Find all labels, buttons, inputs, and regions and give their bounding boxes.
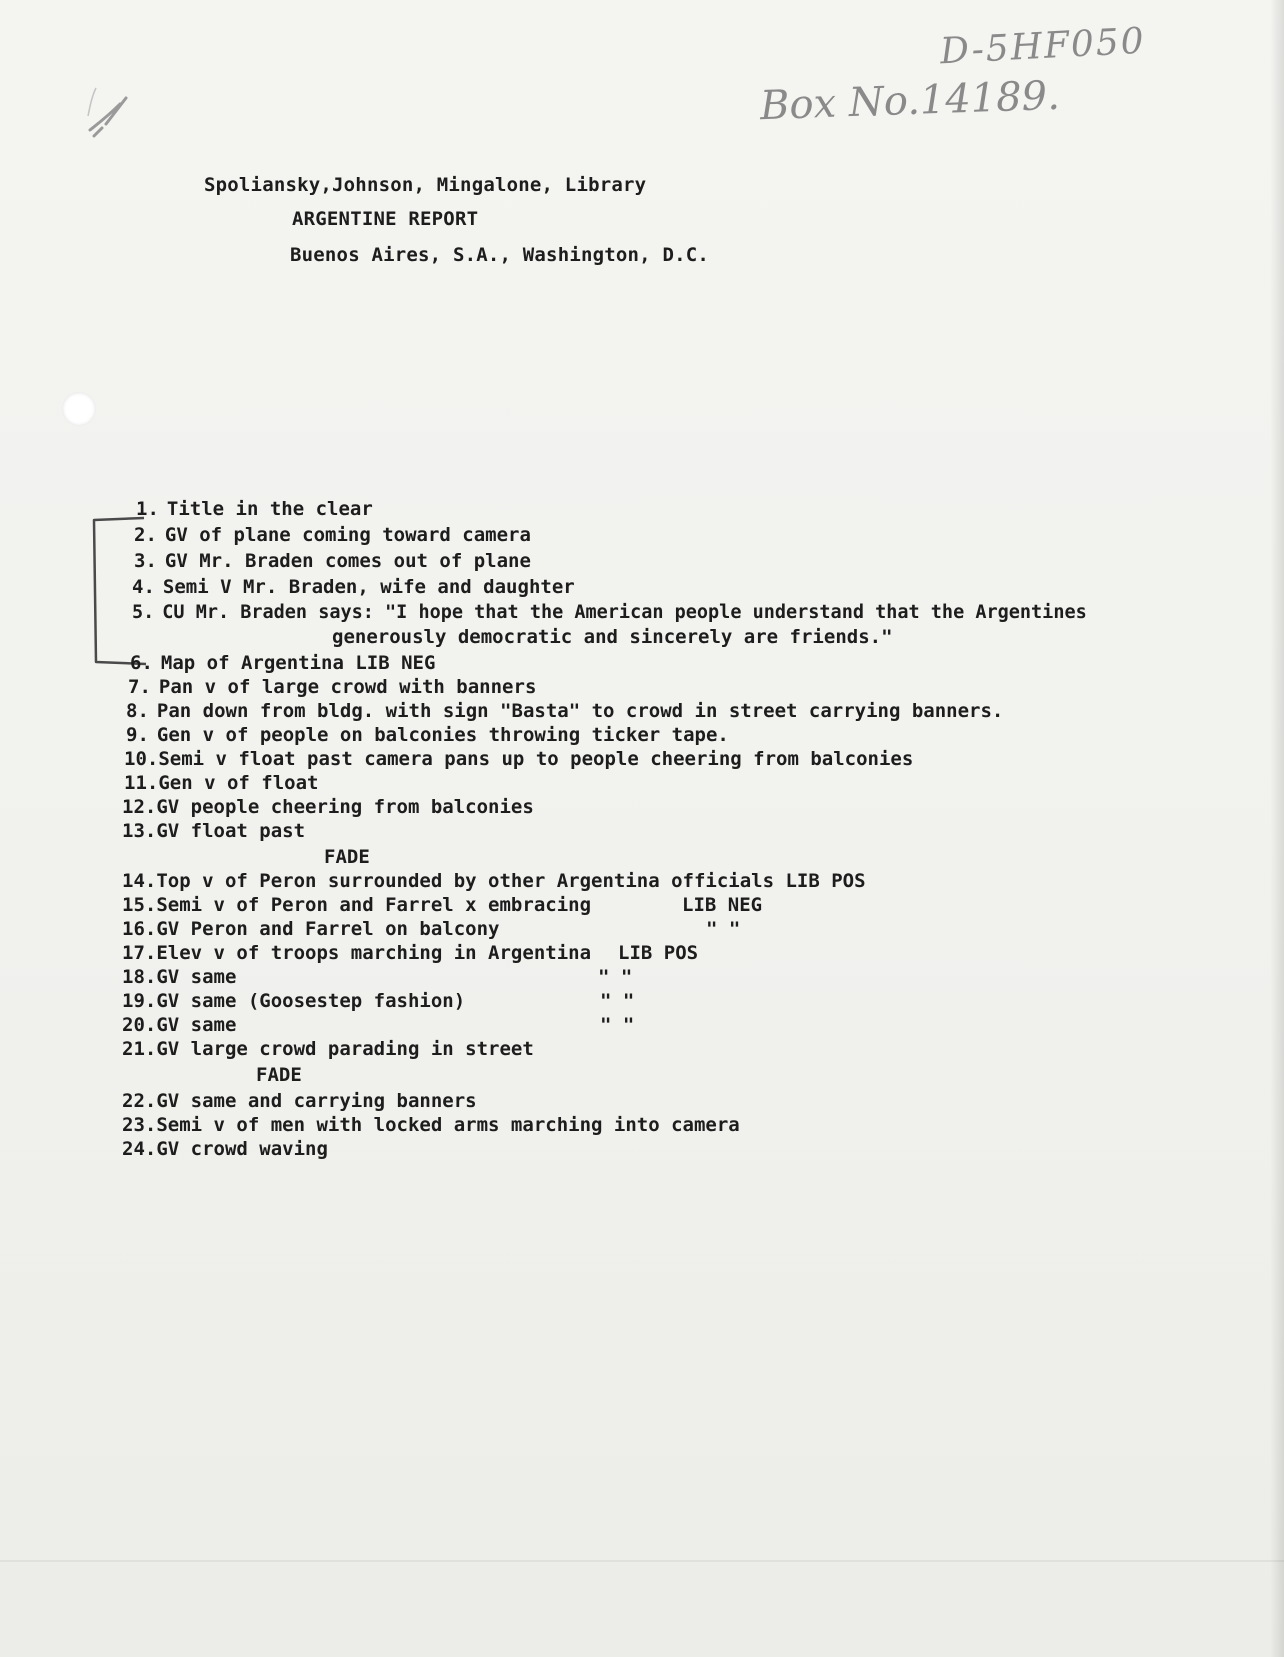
shot-description: GV crowd waving: [156, 1138, 328, 1160]
shot-item: [122, 942, 699, 964]
footage-tag: " ": [598, 966, 633, 988]
shot-description: GV Peron and Farrel on balcony: [156, 918, 500, 940]
shot-item: [136, 498, 373, 520]
shot-description: Semi v of Peron and Farrel x embracing: [156, 894, 592, 916]
shot-description: GV same: [156, 966, 237, 988]
shot-number: 11.: [124, 772, 159, 794]
shot-item: [122, 1014, 635, 1036]
pencil-mark: [86, 86, 146, 146]
shot-number: 22.: [122, 1090, 157, 1112]
shot-item: [122, 796, 534, 818]
document-title: ARGENTINE REPORT: [292, 208, 479, 230]
shot-number: 4.: [132, 576, 155, 598]
page-edge-shadow: [1270, 0, 1284, 1657]
shot-description: GV same and carrying banners: [156, 1090, 477, 1112]
shot-item: [134, 550, 531, 572]
shot-number: 15.: [122, 894, 157, 916]
shot-number: 18.: [122, 966, 157, 988]
shot-description: Gen v of float: [158, 772, 319, 794]
footage-tag: " ": [706, 918, 741, 940]
footage-tag: " ": [600, 1014, 635, 1036]
shot-item: [130, 652, 435, 674]
shot-number: 23.: [122, 1114, 157, 1136]
shot-number: 17.: [122, 942, 157, 964]
shot-number: 8.: [126, 700, 149, 722]
shot-item: [122, 1038, 534, 1060]
hole-punch: [62, 392, 96, 426]
shot-item: [122, 870, 866, 892]
shot-description: GV of plane coming toward camera: [164, 524, 531, 546]
shot-description: GV large crowd parading in street: [156, 1038, 534, 1060]
footage-tag: LIB NEG: [682, 894, 763, 916]
shot-description: Elev v of troops marching in Argentina: [156, 942, 592, 964]
shot-item: [122, 1090, 477, 1112]
shot-number: 21.: [122, 1038, 157, 1060]
shot-item: [124, 772, 318, 794]
shot-number: 20.: [122, 1014, 157, 1036]
shot-description: Title in the clear: [166, 498, 373, 520]
shot-number: 5.: [132, 602, 155, 623]
shot-description: Top v of Peron surrounded by other Argentina officials LIB POS: [156, 870, 866, 892]
shot-number: 10.: [124, 748, 159, 770]
shot-description: GV Mr. Braden comes out of plane: [164, 550, 531, 572]
shot-item: [124, 748, 913, 770]
shot-description: Semi v float past camera pans up to people cheering from balconies: [158, 748, 914, 770]
shot-number: 16.: [122, 918, 157, 940]
shot-description: GV same: [156, 1014, 237, 1036]
shot-item: [122, 1138, 328, 1160]
shot-description: GV same (Goosestep fashion): [156, 990, 466, 1012]
shot-number: 6.: [130, 652, 153, 674]
shot-number: 12.: [122, 796, 157, 818]
shot-item: [122, 966, 633, 988]
shot-description: CU Mr. Braden says: "I hope that the American people understand that the Argentines: [162, 602, 1087, 623]
fade-label: FADE: [324, 846, 370, 868]
shot-number: 3.: [134, 550, 157, 572]
shot-item: [128, 676, 536, 698]
shot-number: 7.: [128, 676, 151, 698]
fade-label: FADE: [256, 1064, 302, 1086]
shot-number: 1.: [136, 498, 159, 520]
shot-number: 2.: [134, 524, 157, 546]
footage-tag: LIB POS: [618, 942, 699, 964]
footage-tag: " ": [600, 990, 635, 1012]
shot-description: Pan down from bldg. with sign "Basta" to crowd in street carrying banners.: [156, 700, 1004, 722]
shot-number: 9.: [126, 724, 149, 746]
shot-description: Semi V Mr. Braden, wife and daughter: [162, 576, 575, 598]
shot-item: [134, 524, 531, 546]
header-location: Buenos Aires, S.A., Washington, D.C.: [290, 244, 710, 266]
shot-number: 14.: [122, 870, 157, 892]
shot-number: 24.: [122, 1138, 157, 1160]
shot-description: Pan v of large crowd with banners: [158, 676, 537, 698]
page-fold-line: [0, 1560, 1284, 1562]
shot-item: [122, 820, 305, 842]
shot-description: GV float past: [156, 820, 306, 842]
shot-item: [122, 990, 635, 1012]
header-names: Spoliansky,Johnson, Mingalone, Library: [204, 174, 647, 196]
shot-item: [132, 576, 575, 598]
shot-description: Map of Argentina LIB NEG: [160, 652, 436, 674]
shot-description: GV people cheering from balconies: [156, 796, 534, 818]
shot-number: 13.: [122, 820, 157, 842]
shot-description-continuation: generously democratic and sincerely are friends.": [332, 626, 893, 648]
shot-item: [126, 700, 1003, 722]
shot-number: 19.: [122, 990, 157, 1012]
handwritten-box-number: Box No.14189.: [759, 72, 1061, 130]
shot-description: Gen v of people on balconies throwing ticker tape.: [156, 724, 729, 746]
shot-item: [132, 602, 1087, 623]
shot-item: [122, 894, 763, 916]
shot-description: Semi v of men with locked arms marching into camera: [156, 1114, 740, 1136]
shot-item: [122, 918, 741, 940]
shot-item: [126, 724, 729, 746]
shot-item: [122, 1114, 740, 1136]
handwritten-id: D-5HF050: [939, 20, 1147, 73]
